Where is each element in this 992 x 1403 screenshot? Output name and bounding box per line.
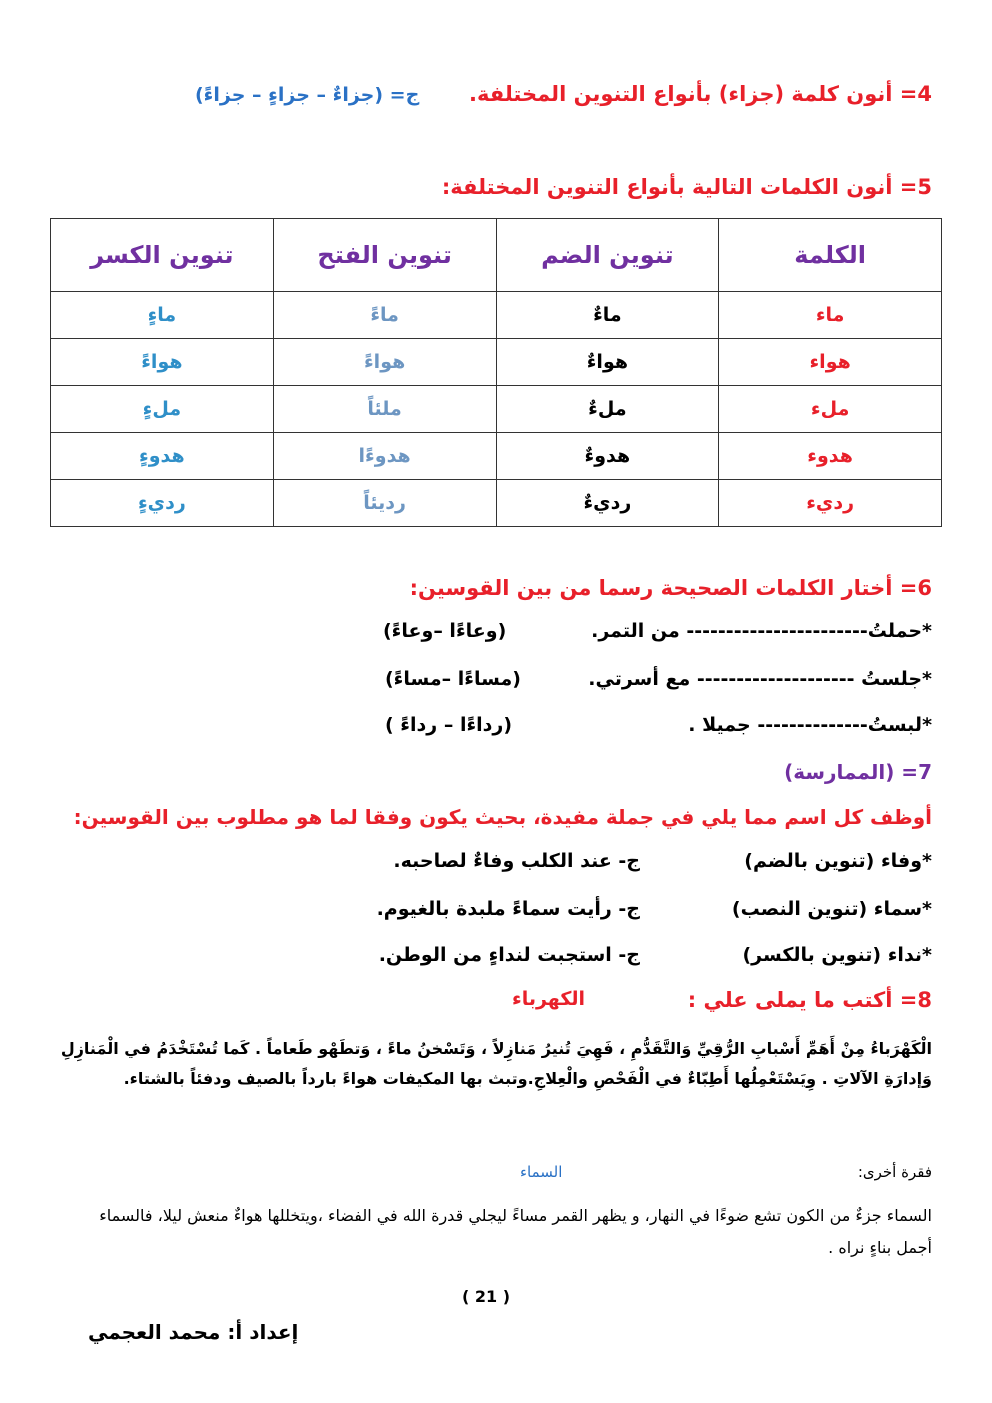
table-cell: ماء (719, 292, 942, 339)
table-cell: هواءٌ (496, 339, 719, 386)
table-cell: ملءٌ (496, 386, 719, 433)
q6-sentence: *لبستُ-------------- جميلا . (688, 714, 932, 736)
header-fath: تنوين الفتح (273, 219, 496, 292)
table-row (51, 433, 942, 480)
question-6: 6= أختار الكلمات الصحيحة رسما من بين القوسين: (409, 576, 932, 600)
q6-options: (وعاءًا –وعاءً) (383, 620, 507, 642)
other-paragraph-label: فقرة أخرى: (857, 1163, 932, 1181)
question-4: 4= أنون كلمة (جزاء) بأنواع التنوين المختلفة. (469, 82, 932, 106)
header-word: الكلمة (719, 219, 942, 292)
table-header-row (51, 219, 942, 292)
table-cell: ملئاً (273, 386, 496, 433)
header-damm: تنوين الضم (496, 219, 719, 292)
table-cell: ماءً (273, 292, 496, 339)
q7-answer: ج- عند الكلب وفاءٌ لصاحبه. (393, 850, 640, 872)
page-number: ( 21 ) (462, 1287, 511, 1306)
table-cell: هدوءًا (273, 433, 496, 480)
other-paragraph-topic: السماء (520, 1163, 563, 1181)
table-cell: رديئاً (273, 480, 496, 527)
q6-sentence: *جلستُ -------------------- مع أسرتي. (588, 668, 932, 690)
q7-answer: ج- استجبت لنداءٍ من الوطن. (378, 944, 640, 966)
author-credit: إعداد أ: محمد العجمي (88, 1320, 299, 1344)
question-7-title: 7= (الممارسة) (784, 760, 932, 784)
table-cell: ماءٍ (51, 292, 274, 339)
header-kasr: تنوين الكسر (51, 219, 274, 292)
question-5: 5= أنون الكلمات التالية بأنواع التنوين المختلفة: (441, 175, 932, 199)
table-cell: رديءٍ (51, 480, 274, 527)
tanween-table (50, 218, 942, 527)
q8-topic: الكهرباء (512, 988, 586, 1010)
q6-sentence: *حملتُ----------------------- من التمر. (591, 620, 932, 642)
table-cell: رديء (719, 480, 942, 527)
table-cell: هدوءٌ (496, 433, 719, 480)
table-cell: هدوء (719, 433, 942, 480)
q7-word: *سماء (تنوين النصب) (731, 898, 932, 920)
table-row (51, 386, 942, 433)
question-7-instruction: أوظف كل اسم مما يلي في جملة مفيدة، بحيث يكون وفقا لما هو مطلوب بين القوسين: (73, 805, 932, 829)
table-cell: ملء (719, 386, 942, 433)
table-cell: هواء (719, 339, 942, 386)
q6-options: (رداءًا – رداءً ) (385, 714, 513, 736)
q7-word: *نداء (تنوين بالكسر) (742, 944, 932, 966)
table-cell: ملءٍ (51, 386, 274, 433)
q6-options: (مساءًا –مساءً) (385, 668, 521, 690)
table-cell: هدوءٍ (51, 433, 274, 480)
dictation-paragraph: الْكَهْرَباءُ مِنْ أَهَمِّ أَسْبابِ الرُّقِيِّ وَالتَّقَدُّمِ ، فَهِيَ تُنيرُ مَنازِلاً ، وَتَسْخنُ ماءً ، وَتطَهْو طَعاماً . كَما تُسْتَخْدَمُ في الْمَنازِلِ وَإدارَةِ الآلاتِ . وِيَسْتَعْمِلُها أَطِبّاءٌ في الْفَحْصِ والْعِلاجِ.وتبث بها المكيفات هواءً بارداً بالصيف ودفئاً بالشتاء. (60, 1039, 932, 1088)
table-row (51, 480, 942, 527)
table-cell: رديءٌ (496, 480, 719, 527)
table-cell: ماءٌ (496, 292, 719, 339)
table-cell: هواءً (273, 339, 496, 386)
question-4-answer: ج= (جزاءٌ – جزاءٍ – جزاءً) (195, 84, 420, 106)
q7-word: *وفاء (تنوين بالضم) (744, 850, 932, 872)
table-cell: هواءً (51, 339, 274, 386)
table-row (51, 339, 942, 386)
question-8: 8= أكتب ما يملى علي : (687, 988, 932, 1012)
other-paragraph: السماء جزءٌ من الكون تشع ضوءًا في النهار، و يظهر القمر مساءً ليجلي قدرة الله في الفضاء ،ويتخللها هواءٌ منعش ليلا، فالسماء أجمل بناءٍ نراه . (99, 1206, 932, 1257)
q7-answer: ج- رأيت سماءً ملبدة بالغيوم. (376, 898, 640, 920)
table-row (51, 292, 942, 339)
